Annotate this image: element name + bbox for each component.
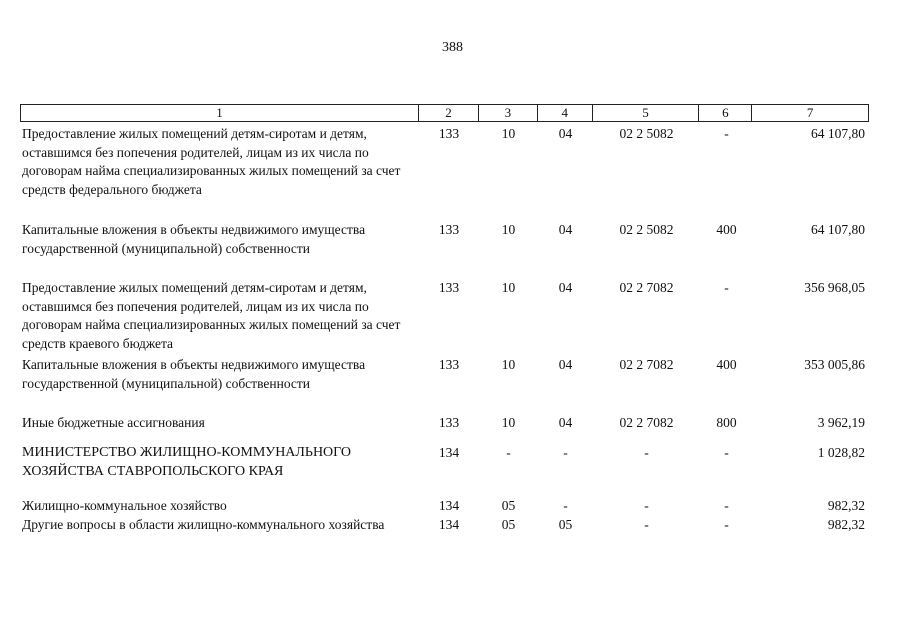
row-col-5: 02 2 7082: [619, 280, 674, 295]
row-col-6: 800: [716, 415, 737, 430]
row-col-4: -: [563, 498, 568, 513]
row-name: Капитальные вложения в объекты недвижимого имущества государственной (муниципальной) собственности: [22, 222, 366, 256]
row-col-2: 133: [438, 280, 460, 295]
row-col-7: 64 107,80: [811, 126, 865, 141]
row-col-2: 134: [438, 498, 460, 513]
row-col-2: 133: [438, 126, 460, 141]
row-name: Предоставление жилых помещений детям-сиротам и детям, оставшимся без попечения родителей, лицам из их числа по договорам найма специализированных жилых помещений за счет средств краевого бюджета: [22, 280, 401, 351]
row-name: МИНИСТЕРСТВО ЖИЛИЩНО-КОММУНАЛЬНОГО ХОЗЯЙСТВА СТАВРОПОЛЬСКОГО КРАЯ: [22, 445, 352, 479]
row-col-4: 04: [558, 415, 573, 430]
row-col-4: 04: [558, 357, 573, 372]
row-name: Капитальные вложения в объекты недвижимого имущества государственной (муниципальной) собственности: [22, 357, 366, 391]
row-col-2: 134: [438, 517, 460, 532]
row-col-5: -: [644, 445, 649, 460]
row-col-6: -: [724, 126, 729, 141]
row-col-7: 982,32: [827, 498, 865, 513]
header-col-7: 7: [806, 105, 814, 120]
row-col-3: 10: [501, 357, 516, 372]
header-col-4: 4: [538, 105, 593, 121]
row-col-6: 400: [716, 222, 737, 237]
row-col-6: 400: [716, 357, 737, 372]
row-col-5: -: [644, 517, 649, 532]
row-col-2: 133: [438, 415, 460, 430]
row-col-6: -: [724, 517, 729, 532]
row-col-6: -: [724, 445, 729, 460]
row-name: Иные бюджетные ассигнования: [22, 415, 205, 430]
row-col-3: 10: [501, 126, 516, 141]
row-col-2: 134: [438, 445, 460, 460]
row-col-5: 02 2 5082: [619, 222, 674, 237]
table-header: [20, 104, 869, 122]
header-col-2: 2: [419, 105, 479, 121]
row-col-5: 02 2 7082: [619, 415, 674, 430]
row-col-5: -: [644, 498, 649, 513]
row-col-3: 10: [501, 222, 516, 237]
row-col-7: 3 962,19: [817, 415, 865, 430]
row-col-5: 02 2 5082: [619, 126, 674, 141]
row-col-7: 353 005,86: [804, 357, 865, 372]
row-col-3: 10: [501, 415, 516, 430]
row-name: Другие вопросы в области жилищно-коммунального хозяйства: [22, 517, 385, 532]
header-col-5: 5: [593, 105, 700, 121]
row-col-3: 05: [501, 498, 516, 513]
row-col-6: -: [724, 280, 729, 295]
row-name: Предоставление жилых помещений детям-сиротам и детям, оставшимся без попечения родителей, лицам из их числа по договорам найма специализированных жилых помещений за счет средств федерального бюджета: [22, 126, 401, 197]
header-col-3: 3: [479, 105, 538, 121]
row-col-7: 1 028,82: [817, 445, 865, 460]
row-col-7: 356 968,05: [804, 280, 865, 295]
header-col-6: 6: [699, 105, 752, 121]
row-col-6: -: [724, 498, 729, 513]
row-col-4: -: [563, 445, 568, 460]
row-col-2: 133: [438, 222, 460, 237]
page-number: 388: [442, 40, 463, 55]
row-col-3: -: [506, 445, 511, 460]
row-col-3: 10: [501, 280, 516, 295]
header-col-1: 1: [21, 105, 419, 121]
row-col-4: 04: [558, 222, 573, 237]
row-col-5: 02 2 7082: [619, 357, 674, 372]
row-name: Жилищно-коммунальное хозяйство: [22, 498, 227, 513]
row-col-3: 05: [501, 517, 516, 532]
row-col-4: 05: [558, 517, 573, 532]
row-col-4: 04: [558, 280, 573, 295]
row-col-7: 982,32: [827, 517, 865, 532]
row-col-7: 64 107,80: [811, 222, 865, 237]
row-col-2: 133: [438, 357, 460, 372]
row-col-4: 04: [558, 126, 573, 141]
